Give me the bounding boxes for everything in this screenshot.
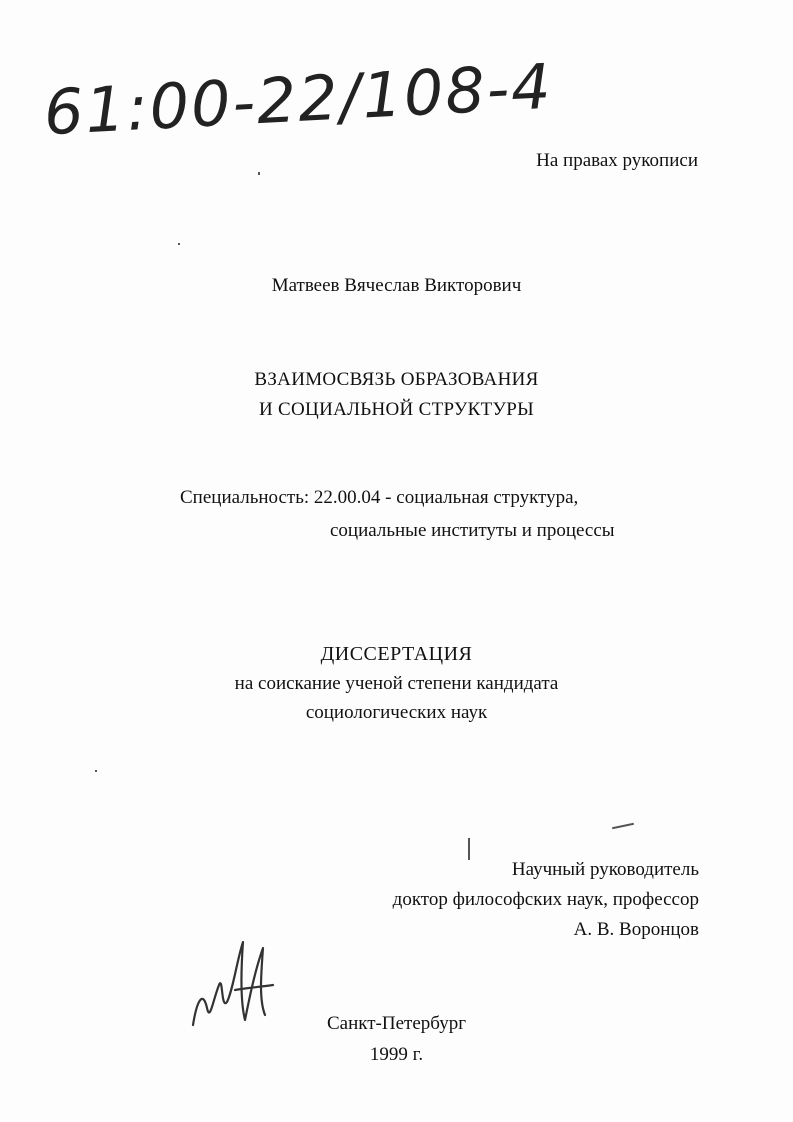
- city: Санкт-Петербург: [326, 1013, 466, 1034]
- specialty-line-2: социальные институты и процессы: [330, 520, 615, 541]
- scan-speck: [612, 823, 634, 830]
- scan-speck: [95, 770, 97, 772]
- supervisor-degree: доктор философских наук, профессор: [392, 889, 699, 910]
- author-name: Матвеев Вячеслав Викторович: [271, 275, 522, 296]
- supervisor-block: [393, 855, 699, 945]
- year: 1999 г.: [369, 1044, 424, 1065]
- scan-speck: [178, 243, 180, 245]
- supervisor-role: Научный руководитель: [511, 859, 699, 880]
- dissertation-line-2: социологических наук: [305, 702, 488, 723]
- dissertation-block: [0, 640, 793, 727]
- dissertation-title: [0, 365, 793, 425]
- dissertation-line-1: на соискание ученой степени кандидата: [234, 673, 559, 694]
- scan-speck: [258, 172, 260, 175]
- rights-note: На правах рукописи: [536, 150, 698, 171]
- dissertation-heading: ДИССЕРТАЦИЯ: [320, 643, 473, 665]
- specialty-line-1: Специальность: 22.00.04 - социальная структура,: [180, 487, 579, 508]
- scan-speck: [468, 838, 470, 860]
- handwritten-catalog-number-text: 61:00-22/108-4: [42, 49, 555, 150]
- title-line-1: ВЗАИМОСВЯЗЬ ОБРАЗОВАНИЯ: [254, 369, 539, 390]
- handwritten-catalog-number: [40, 49, 555, 162]
- title-line-2: И СОЦИАЛЬНОЙ СТРУКТУРЫ: [258, 399, 535, 420]
- place-and-year: [0, 1008, 793, 1070]
- supervisor-name: А. В. Воронцов: [573, 919, 699, 940]
